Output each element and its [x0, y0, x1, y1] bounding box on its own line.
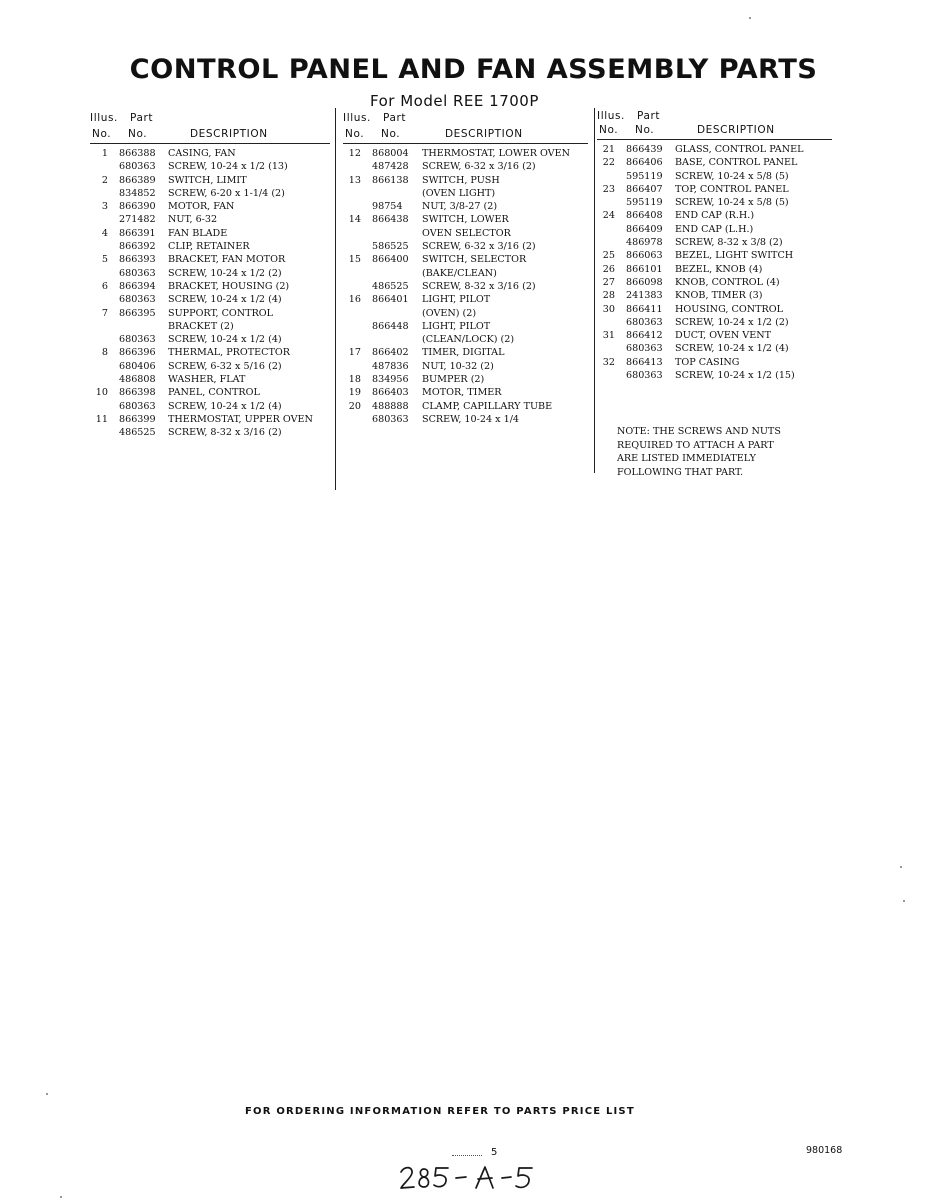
- part-number: 834956: [372, 374, 409, 386]
- part-number: 680363: [119, 267, 156, 279]
- parts-list: [343, 147, 588, 426]
- part-description: END CAP (L.H.): [675, 223, 754, 235]
- part-row: [343, 174, 588, 187]
- part-number: 680363: [119, 334, 156, 346]
- part-row: [343, 333, 588, 346]
- part-description: SUPPORT, CONTROL: [168, 307, 274, 319]
- part-number: 866393: [119, 254, 156, 266]
- part-description: THERMOSTAT, UPPER OVEN: [168, 413, 313, 425]
- header-description: DESCRIPTION: [697, 124, 775, 136]
- part-number: 866389: [119, 174, 156, 186]
- part-number: 595119: [626, 170, 663, 182]
- part-number: 486808: [119, 374, 156, 386]
- page-title: CONTROL PANEL AND FAN ASSEMBLY PARTS: [129, 54, 818, 85]
- part-description: SCREW, 6-32 x 3/16 (2): [422, 241, 536, 253]
- part-row: [90, 160, 330, 173]
- column-header: [343, 110, 588, 143]
- part-number: 680363: [626, 316, 663, 328]
- illus-number: 25: [602, 250, 615, 262]
- part-number: 486978: [626, 237, 663, 249]
- part-number: 866448: [372, 320, 409, 332]
- scan-speck: [46, 1093, 48, 1095]
- part-description: SCREW, 6-32 x 5/16 (2): [168, 360, 282, 372]
- part-number: 680406: [119, 360, 156, 372]
- part-number: 866413: [626, 356, 663, 368]
- header-description: DESCRIPTION: [445, 128, 523, 140]
- part-number: 866400: [372, 254, 409, 266]
- part-number: 866391: [119, 227, 156, 239]
- illus-number: 32: [602, 356, 615, 368]
- part-row: [597, 342, 832, 355]
- part-row: [343, 293, 588, 306]
- page-number: 5: [491, 1147, 498, 1158]
- parts-column-2: [343, 110, 588, 426]
- part-number: 866398: [119, 387, 156, 399]
- part-row: [343, 346, 588, 359]
- part-description: (BAKE/CLEAN): [422, 267, 497, 279]
- part-row: [90, 400, 330, 413]
- page-dots: [452, 1155, 482, 1156]
- part-row: [597, 209, 832, 222]
- part-row: [597, 329, 832, 342]
- part-row: [343, 253, 588, 266]
- part-number: 866098: [626, 276, 663, 288]
- header-part: Part: [637, 110, 661, 122]
- part-description: SCREW, 10-24 x 1/2 (2): [168, 267, 282, 279]
- part-row: [90, 386, 330, 399]
- part-row: [90, 213, 330, 226]
- part-description: FAN BLADE: [168, 227, 228, 239]
- illus-number: 28: [602, 290, 615, 302]
- column-divider: [594, 108, 595, 473]
- header-illus: Illus.: [90, 112, 118, 124]
- illus-number: 6: [101, 280, 108, 292]
- part-description: NUT, 6-32: [168, 214, 218, 226]
- part-description: KNOB, CONTROL (4): [675, 276, 780, 288]
- part-row: [90, 280, 330, 293]
- scan-speck: [749, 17, 751, 19]
- part-row: [343, 240, 588, 253]
- part-row: [343, 373, 588, 386]
- part-description: NUT, 3/8-27 (2): [422, 201, 498, 213]
- part-row: [90, 346, 330, 359]
- part-description: SCREW, 8-32 x 3/16 (2): [168, 427, 282, 439]
- scan-speck: [903, 900, 905, 902]
- part-description: SCREW, 6-20 x 1-1/4 (2): [168, 187, 285, 199]
- part-description: MOTOR, TIMER: [422, 387, 502, 399]
- header-no: No.: [599, 124, 619, 136]
- part-number: 241383: [626, 290, 663, 302]
- illus-number: 24: [602, 210, 615, 222]
- part-description: GLASS, CONTROL PANEL: [675, 144, 804, 155]
- header-illus: Illus.: [343, 112, 371, 124]
- part-description: (OVEN LIGHT): [422, 187, 496, 199]
- part-row: [597, 170, 832, 183]
- part-number: 586525: [372, 241, 409, 253]
- illus-number: 3: [101, 201, 108, 213]
- illus-number: 11: [95, 413, 108, 425]
- part-description: HOUSING, CONTROL: [675, 303, 783, 315]
- part-description: SCREW, 6-32 x 3/16 (2): [422, 161, 536, 173]
- part-row: [90, 413, 330, 426]
- part-description: CLIP, RETAINER: [168, 241, 250, 253]
- part-row: [90, 373, 330, 386]
- part-row: [597, 196, 832, 209]
- header-description: DESCRIPTION: [190, 128, 268, 140]
- part-description: SWITCH, LIMIT: [168, 174, 247, 186]
- scan-speck: [60, 1196, 62, 1198]
- part-description: SWITCH, SELECTOR: [422, 254, 527, 266]
- illus-number: 31: [602, 330, 615, 342]
- illus-number: 2: [101, 174, 108, 186]
- part-number: 866399: [119, 413, 156, 425]
- part-number: 680363: [626, 370, 663, 382]
- part-description: (OVEN) (2): [422, 307, 477, 319]
- header-part: Part: [383, 112, 407, 124]
- part-number: 486525: [372, 280, 409, 292]
- part-description: SCREW, 8-32 x 3/8 (2): [675, 237, 783, 249]
- part-number: 868004: [372, 148, 409, 159]
- part-row: [597, 263, 832, 276]
- part-description: SCREW, 10-24 x 5/8 (5): [675, 170, 789, 182]
- part-row: [90, 360, 330, 373]
- part-row: [597, 249, 832, 262]
- part-number: 866409: [626, 223, 663, 235]
- part-description: SCREW, 10-24 x 1/2 (2): [675, 316, 789, 328]
- part-description: SCREW, 10-24 x 1/2 (13): [168, 161, 288, 173]
- part-row: [343, 213, 588, 226]
- part-row: [597, 276, 832, 289]
- illus-number: 22: [602, 157, 615, 169]
- illus-number: 16: [348, 294, 361, 306]
- part-number: 866438: [372, 214, 409, 226]
- illus-number: 17: [348, 347, 361, 359]
- part-description: KNOB, TIMER (3): [675, 290, 763, 302]
- part-row: [90, 426, 330, 439]
- part-row: [343, 307, 588, 320]
- part-row: [597, 236, 832, 249]
- part-row: [90, 227, 330, 240]
- part-number: 486525: [119, 427, 156, 439]
- part-row: [343, 227, 588, 240]
- part-description: SCREW, 10-24 x 1/2 (4): [675, 343, 789, 355]
- part-description: OVEN SELECTOR: [422, 227, 511, 239]
- illus-number: 30: [602, 303, 615, 315]
- part-description: DUCT, OVEN VENT: [675, 330, 772, 342]
- part-number: 487428: [372, 161, 409, 173]
- part-description: SCREW, 10-24 x 1/2 (15): [675, 370, 795, 382]
- part-description: TIMER, DIGITAL: [422, 347, 505, 359]
- part-row: [597, 143, 832, 156]
- part-row: [597, 223, 832, 236]
- header-no: No.: [128, 128, 148, 140]
- part-number: 866402: [372, 347, 409, 359]
- document-id: 980168: [806, 1145, 843, 1156]
- part-number: 866394: [119, 280, 156, 292]
- part-row: [343, 400, 588, 413]
- part-description: TOP, CONTROL PANEL: [675, 183, 789, 195]
- part-row: [90, 320, 330, 333]
- part-row: [343, 147, 588, 160]
- part-number: 866063: [626, 250, 663, 262]
- part-number: 866403: [372, 387, 409, 399]
- illus-number: 27: [602, 276, 615, 288]
- part-number: 680363: [119, 400, 156, 412]
- header-no: No.: [92, 128, 112, 140]
- illus-number: 26: [602, 263, 615, 275]
- part-description: NUT, 10-32 (2): [422, 360, 494, 372]
- part-description: END CAP (R.H.): [675, 210, 755, 222]
- part-number: 866101: [626, 263, 663, 275]
- part-description: BRACKET, FAN MOTOR: [168, 254, 286, 266]
- column-divider: [335, 108, 336, 490]
- part-row: [90, 187, 330, 200]
- part-row: [597, 156, 832, 169]
- part-description: BASE, CONTROL PANEL: [675, 157, 798, 169]
- illus-number: 19: [348, 387, 361, 399]
- handwritten-page-code: [398, 1162, 558, 1196]
- part-number: 680363: [372, 413, 409, 425]
- part-description: BEZEL, KNOB (4): [675, 263, 763, 275]
- header-rule: [90, 143, 330, 144]
- part-description: THERMOSTAT, LOWER OVEN: [422, 148, 571, 159]
- illus-number: 8: [101, 347, 108, 359]
- ordering-info: FOR ORDERING INFORMATION REFER TO PARTS PRICE LIST: [245, 1106, 635, 1117]
- illus-number: 13: [348, 174, 361, 186]
- part-description: BEZEL, LIGHT SWITCH: [675, 250, 794, 262]
- part-row: [343, 386, 588, 399]
- part-description: SCREW, 8-32 x 3/16 (2): [422, 280, 536, 292]
- part-row: [343, 160, 588, 173]
- parts-column-3: [597, 110, 832, 382]
- column-header: [90, 110, 330, 143]
- part-number: 595119: [626, 197, 663, 209]
- part-number: 866392: [119, 241, 156, 253]
- model-subtitle: For Model REE 1700P: [370, 92, 539, 110]
- part-description: SCREW, 10-24 x 5/8 (5): [675, 197, 789, 209]
- part-number: 866401: [372, 294, 409, 306]
- illus-number: 14: [348, 214, 361, 226]
- part-description: SCREW, 10-24 x 1/2 (4): [168, 334, 282, 346]
- part-description: PANEL, CONTROL: [168, 387, 260, 399]
- part-number: 680363: [626, 343, 663, 355]
- part-row: [90, 147, 330, 160]
- part-row: [90, 267, 330, 280]
- part-number: 866388: [119, 148, 156, 159]
- part-number: 487836: [372, 360, 409, 372]
- parts-list: [597, 143, 832, 382]
- part-row: [343, 267, 588, 280]
- part-number: 98754: [372, 201, 403, 213]
- part-row: [90, 240, 330, 253]
- illus-number: 18: [348, 374, 361, 386]
- part-description: TOP CASING: [675, 356, 740, 368]
- header-rule: [343, 143, 588, 144]
- part-row: [597, 316, 832, 329]
- part-row: [90, 333, 330, 346]
- part-number: 834852: [119, 187, 156, 199]
- part-description: LIGHT, PILOT: [422, 320, 491, 332]
- header-no: No.: [635, 124, 655, 136]
- part-description: THERMAL, PROTECTOR: [168, 347, 290, 359]
- part-row: [597, 369, 832, 382]
- illus-number: 5: [101, 254, 108, 266]
- part-number: 866408: [626, 210, 663, 222]
- part-description: CLAMP, CAPILLARY TUBE: [422, 400, 553, 412]
- part-number: 866407: [626, 183, 663, 195]
- part-row: [343, 187, 588, 200]
- scan-speck: [900, 866, 902, 868]
- illus-number: 1: [101, 148, 108, 159]
- parts-list: [90, 147, 330, 440]
- part-number: 866412: [626, 330, 663, 342]
- part-description: SCREW, 10-24 x 1/2 (4): [168, 294, 282, 306]
- part-description: LIGHT, PILOT: [422, 294, 491, 306]
- part-row: [597, 356, 832, 369]
- part-description: BUMPER (2): [422, 374, 485, 386]
- part-row: [90, 174, 330, 187]
- part-description: BRACKET (2): [168, 320, 234, 332]
- illus-number: 23: [602, 183, 615, 195]
- part-number: 271482: [119, 214, 156, 226]
- illus-number: 21: [602, 144, 615, 155]
- column-header: [597, 110, 832, 143]
- part-number: 866396: [119, 347, 156, 359]
- part-number: 866406: [626, 157, 663, 169]
- screws-note: NOTE: THE SCREWS AND NUTS REQUIRED TO ATTACH A PART ARE LISTED IMMEDIATELY FOLLOWING THAT PART.: [617, 426, 781, 478]
- part-row: [90, 253, 330, 266]
- illus-number: 12: [348, 148, 361, 159]
- part-number: 680363: [119, 294, 156, 306]
- part-number: 866439: [626, 144, 663, 155]
- part-row: [343, 280, 588, 293]
- part-number: 488888: [372, 400, 409, 412]
- part-description: BRACKET, HOUSING (2): [168, 280, 290, 292]
- part-row: [597, 303, 832, 316]
- illus-number: 10: [95, 387, 108, 399]
- part-number: 866395: [119, 307, 156, 319]
- part-row: [90, 307, 330, 320]
- illus-number: 7: [101, 307, 108, 319]
- illus-number: 15: [348, 254, 361, 266]
- part-number: 866411: [626, 303, 663, 315]
- part-number: 680363: [119, 161, 156, 173]
- part-description: SCREW, 10-24 x 1/4: [422, 413, 520, 425]
- part-row: [343, 413, 588, 426]
- header-no: No.: [345, 128, 365, 140]
- part-number: 866390: [119, 201, 156, 213]
- header-illus: Illus.: [597, 110, 625, 122]
- part-row: [597, 183, 832, 196]
- part-row: [343, 320, 588, 333]
- illus-number: 4: [101, 227, 108, 239]
- part-description: SCREW, 10-24 x 1/2 (4): [168, 400, 282, 412]
- part-row: [597, 289, 832, 302]
- part-description: (CLEAN/LOCK) (2): [422, 334, 515, 346]
- parts-column-1: [90, 110, 330, 440]
- illus-number: 20: [348, 400, 361, 412]
- part-number: 866138: [372, 174, 409, 186]
- part-description: SWITCH, LOWER: [422, 214, 509, 226]
- part-description: CASING, FAN: [168, 148, 236, 159]
- part-description: SWITCH, PUSH: [422, 174, 500, 186]
- part-description: WASHER, FLAT: [168, 374, 246, 386]
- part-row: [343, 360, 588, 373]
- part-row: [90, 293, 330, 306]
- part-description: MOTOR, FAN: [168, 201, 235, 213]
- header-part: Part: [130, 112, 154, 124]
- part-row: [90, 200, 330, 213]
- header-no: No.: [381, 128, 401, 140]
- part-row: [343, 200, 588, 213]
